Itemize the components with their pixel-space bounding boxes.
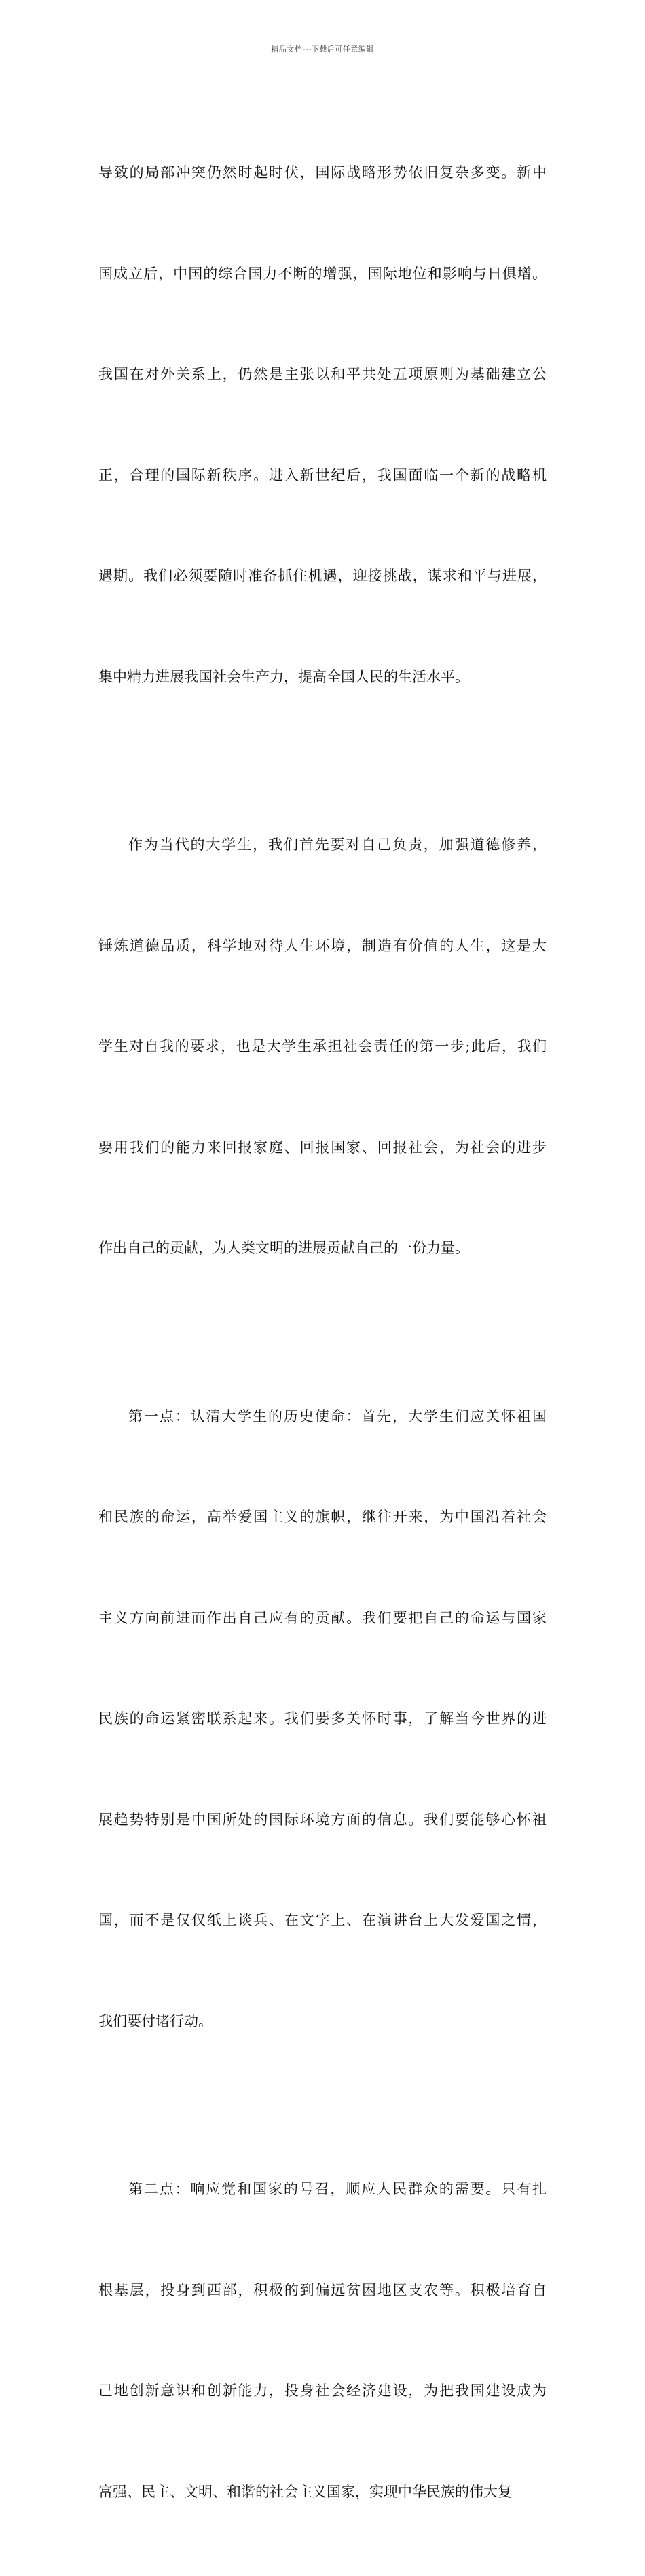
text-line: 集中精力进展我国社会生产力，提高全国人民的生活水平。	[98, 668, 469, 685]
document-body	[98, 89, 547, 2576]
text-line: 国成立后，中国的综合国力不断的增强，国际地位和影响与日俱增。	[98, 265, 548, 282]
text-line: 第一点：认清大学生的历史使命：首先，大学生们应关怀祖国	[128, 1407, 548, 1424]
text-line: 学生对自我的要求，也是大学生承担社会责任的第一步;此后，我们	[98, 1038, 548, 1054]
text-line: 遇期。我们必须要随时准备抓住机遇，迎接挑战，谋求和平与进展，	[98, 568, 548, 584]
text-line: 要用我们的能力来回报家庭、回报国家、回报社会，为社会的进步	[98, 1139, 548, 1156]
text-line: 作为当代的大学生，我们首先要对自己负责，加强道德修养，	[128, 836, 548, 853]
text-line: 我们要付诸行动。	[98, 2012, 213, 2029]
text-line: 根基层，投身到西部，积极的到偏远贫困地区支农等。积极培育自	[98, 2281, 548, 2298]
paragraph-4	[98, 2105, 547, 2576]
text-line: 正，合理的国际新秩序。进入新世纪后，我国面临一个新的战略机	[98, 466, 548, 483]
paragraph-1	[98, 89, 547, 761]
text-line: 展趋势特别是中国所处的国际环境方面的信息。我们要能够心怀祖	[98, 1811, 548, 1828]
paragraph-2	[98, 761, 547, 1333]
text-line: 富强、民主、文明、和谐的社会主义国家，实现中华民族的伟大复	[98, 2483, 512, 2500]
text-line: 第二点：响应党和国家的号召，顺应人民群众的需要。只有扎	[128, 2181, 548, 2197]
text-line: 作出自己的贡献，为人类文明的进展贡献自己的一份力量。	[98, 1240, 469, 1256]
text-line: 民族的命运紧密联系起来。我们要多关怀时事，了解当今世界的进	[98, 1710, 548, 1727]
text-line: 和民族的命运，高举爱国主义的旗帜，继往开来，为中国沿着社会	[98, 1509, 548, 1525]
text-line: 我国在对外关系上，仍然是主张以和平共处五项原则为基础建立公	[98, 366, 548, 382]
text-line: 国，而不是仅仅纸上谈兵、在文字上、在演讲台上大发爱国之情，	[98, 1912, 548, 1928]
text-line: 己地创新意识和创新能力，投身社会经济建设，为把我国建设成为	[98, 2382, 548, 2399]
text-line: 锤炼道德品质，科学地对待人生环境，制造有价值的人生，这是大	[98, 937, 548, 954]
text-line: 导致的局部冲突仍然时起时伏，国际战略形势依旧复杂多变。新中	[98, 164, 548, 181]
page-header: 精品文档---下载后可任意编辑	[271, 45, 374, 54]
paragraph-3	[98, 1333, 547, 2106]
text-line: 主义方向前进而作出自己应有的贡献。我们要把自己的命运与国家	[98, 1609, 548, 1626]
